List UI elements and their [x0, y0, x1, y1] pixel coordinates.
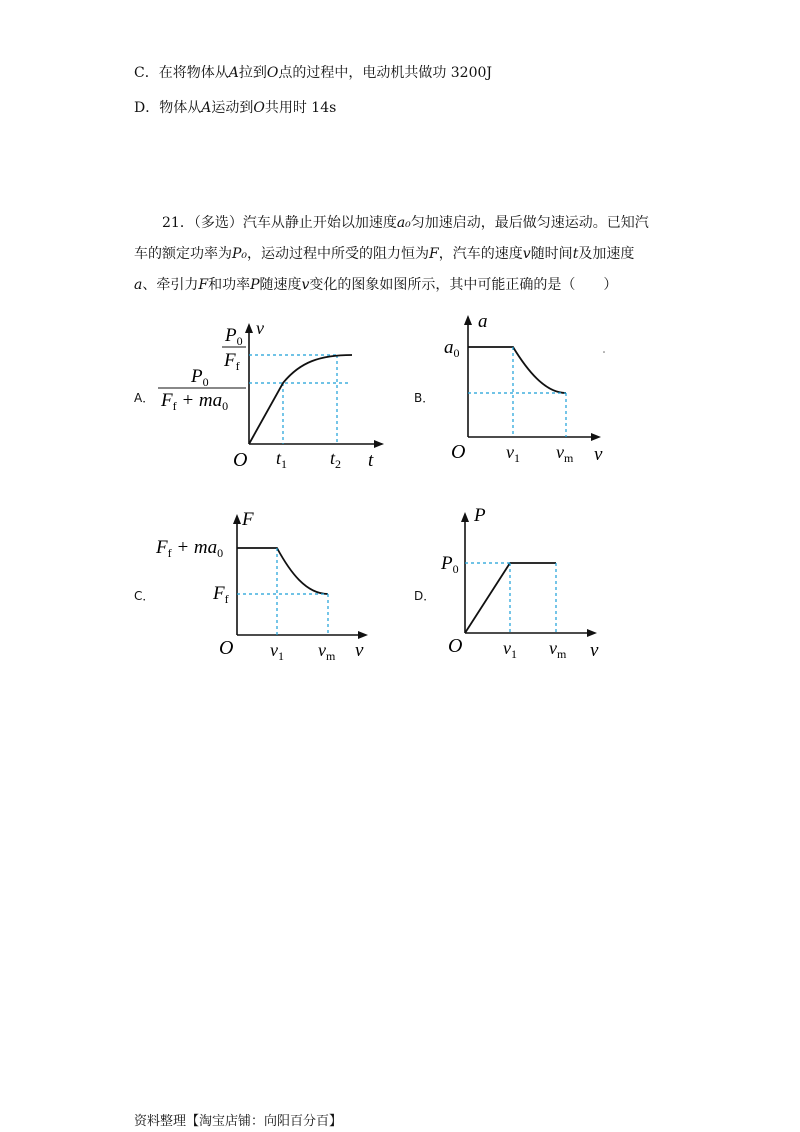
graph-b-origin: O [451, 441, 466, 463]
question-line-2: 车的额定功率为P₀，运动过程中所受的阻力恒为F，汽车的速度v随时间t及加速度 [134, 246, 635, 262]
graph-d-y-label: P [474, 505, 486, 526]
graph-a-y-label: v [256, 318, 264, 338]
graph-a-t1: $t_1$ [276, 448, 288, 471]
graph-d-p0: $P_0$ [441, 553, 459, 576]
option-d-prev: D．物体从A运动到O共用时 14s [134, 100, 337, 116]
graph-c-y-label: F [242, 509, 254, 530]
graph-d-x-arrow [587, 629, 597, 637]
graph-c-ff: $F_f$ [213, 583, 229, 606]
choice-d-label: D． [414, 589, 436, 603]
graph-b-x-label: v [594, 444, 603, 465]
graph-d-vm: $v_m$ [549, 638, 567, 661]
graph-d-origin: O [448, 635, 463, 657]
graph-a-low-frac-num: $P_0$ [191, 366, 209, 389]
question-line-1: 21．（多选）汽车从静止开始以加速度a₀匀加速启动，最后做匀速运动。已知汽 [162, 215, 649, 231]
graph-b-vm: $v_m$ [556, 442, 574, 465]
choice-c-label: C． [134, 589, 155, 603]
graph-c-vm: $v_m$ [318, 640, 336, 663]
graph-d-curve [465, 563, 556, 633]
graph-c-x-label: v [355, 640, 364, 661]
graph-a-origin: O [233, 449, 248, 471]
graph-a-top-frac-num: $P_0$ [225, 325, 243, 348]
graph-c-v1: $v_1$ [270, 640, 284, 663]
graph-b-a0: $a_0$ [444, 337, 460, 360]
choice-a-label: A． [134, 391, 155, 405]
graph-c-ff-ma0: $F_f + ma_0$ [156, 537, 224, 560]
graph-c-origin: O [219, 637, 234, 659]
graph-d-v1: $v_1$ [503, 638, 517, 661]
graph-a-low-frac-den: $F_f + ma_0$ [161, 390, 229, 413]
graph-d-y-arrow [461, 512, 469, 522]
footer-source: 资料整理【淘宝店铺：向阳百分百】 [134, 1114, 343, 1129]
graph-d-x-label: v [590, 640, 599, 661]
graph-a-top-frac-den: $F_f$ [224, 350, 240, 373]
option-c-prev: C．在将物体从A拉到O点的过程中，电动机共做功 3200J [134, 65, 493, 81]
graph-b-y-label: a [478, 311, 488, 332]
graph-a-x-label: t [368, 450, 374, 471]
graph-b-v1: $v_1$ [506, 442, 520, 465]
question-line-3: a、牵引力F和功率P随速度v变化的图象如图所示，其中可能正确的是（ ） [134, 277, 618, 293]
graph-a-t2: $t_2$ [330, 448, 342, 471]
choice-b-label: B． [414, 391, 435, 405]
